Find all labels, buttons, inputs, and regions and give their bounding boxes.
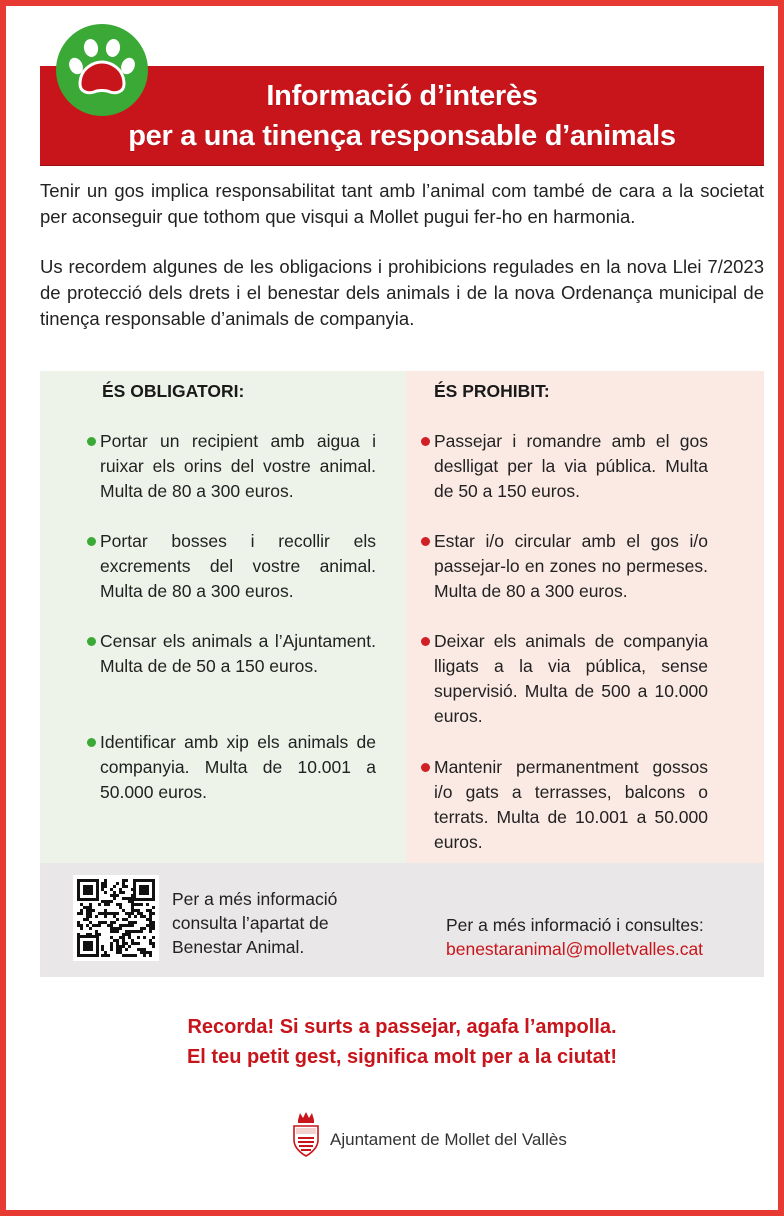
prohibit-column bbox=[406, 371, 764, 863]
qr-info-text: Per a més informació consulta l’apartat de Benestar Animal. bbox=[172, 889, 338, 957]
footer bbox=[0, 1110, 784, 1160]
contact-block bbox=[446, 913, 704, 961]
obligatori-item: Portar bosses i recollir els excrements del vostre animal. Multa de 80 a 300 euros. bbox=[100, 529, 376, 604]
footer-organization-name: Ajuntament de Mollet del Vallès bbox=[330, 1130, 567, 1149]
header-title-line1: Informació d’interès bbox=[266, 80, 538, 112]
paw-icon bbox=[54, 22, 150, 118]
obligatori-title: ÉS OBLIGATORI: bbox=[102, 381, 245, 401]
green-bullet-icon bbox=[87, 637, 96, 646]
green-bullet-icon bbox=[87, 738, 96, 747]
green-bullet-icon bbox=[87, 537, 96, 546]
qr-code-icon[interactable] bbox=[73, 875, 159, 961]
green-bullet-icon bbox=[87, 437, 96, 446]
intro-paragraph-2: Us recordem algunes de les obligacions i prohibicions regulades en la nova Llei 7/2023 de protecció dels drets i el benestar dels animals i de la nova Ordenança municipal de tinença responsable d’animals de companyia. bbox=[40, 256, 764, 329]
prohibit-item: Estar i/o circular amb el gos i/o passejar-lo en zones no permeses. Multa de 80 a 300 euros. bbox=[434, 529, 708, 604]
prohibit-item: Deixar els animals de companyia lligats a la via pública, sense supervisió. Multa de 500 a 10.000 euros. bbox=[434, 629, 708, 729]
info-box bbox=[40, 863, 764, 977]
reminder-line1: Recorda! Si surts a passejar, agafa l’ampolla. bbox=[187, 1016, 617, 1038]
contact-label: Per a més informació i consultes: bbox=[446, 915, 704, 935]
obligatori-column bbox=[40, 371, 406, 863]
contact-email-link[interactable]: benestaranimal@molletvalles.cat bbox=[446, 939, 704, 959]
reminder-message bbox=[40, 1012, 764, 1072]
red-bullet-icon bbox=[421, 537, 430, 546]
prohibit-item: Passejar i romandre amb el gos deslligat per la via pública. Multa de 50 a 150 euros. bbox=[434, 429, 708, 504]
red-bullet-icon bbox=[421, 763, 430, 772]
reminder-line2: El teu petit gest, significa molt per a la ciutat! bbox=[186, 1046, 618, 1068]
obligatori-item: Censar els animals a l’Ajuntament. Multa de de 50 a 150 euros. bbox=[100, 629, 376, 679]
red-bullet-icon bbox=[421, 637, 430, 646]
obligatori-item: Identificar amb xip els animals de companyia. Multa de 10.001 a 50.000 euros. bbox=[100, 730, 376, 805]
intro-paragraph-1: Tenir un gos implica responsabilitat tant amb l’animal com també de cara a la societat per aconseguir que tothom que visqui a Mollet pugui fer-ho en harmonia. bbox=[40, 180, 764, 227]
prohibit-item: Mantenir permanentment gossos i/o gats a terrasses, balcons o terrats. Multa de 10.001 a 50.000 euros. bbox=[434, 755, 708, 855]
obligatori-item: Portar un recipient amb aigua i ruixar els orins del vostre animal. Multa de 80 a 300 euros. bbox=[100, 429, 376, 504]
crest-icon bbox=[290, 1110, 322, 1158]
rules-section bbox=[40, 371, 764, 863]
prohibit-title: ÉS PROHIBIT: bbox=[434, 381, 550, 401]
header-title-line2: per a una tinença responsable d’animals bbox=[128, 120, 676, 152]
red-bullet-icon bbox=[421, 437, 430, 446]
